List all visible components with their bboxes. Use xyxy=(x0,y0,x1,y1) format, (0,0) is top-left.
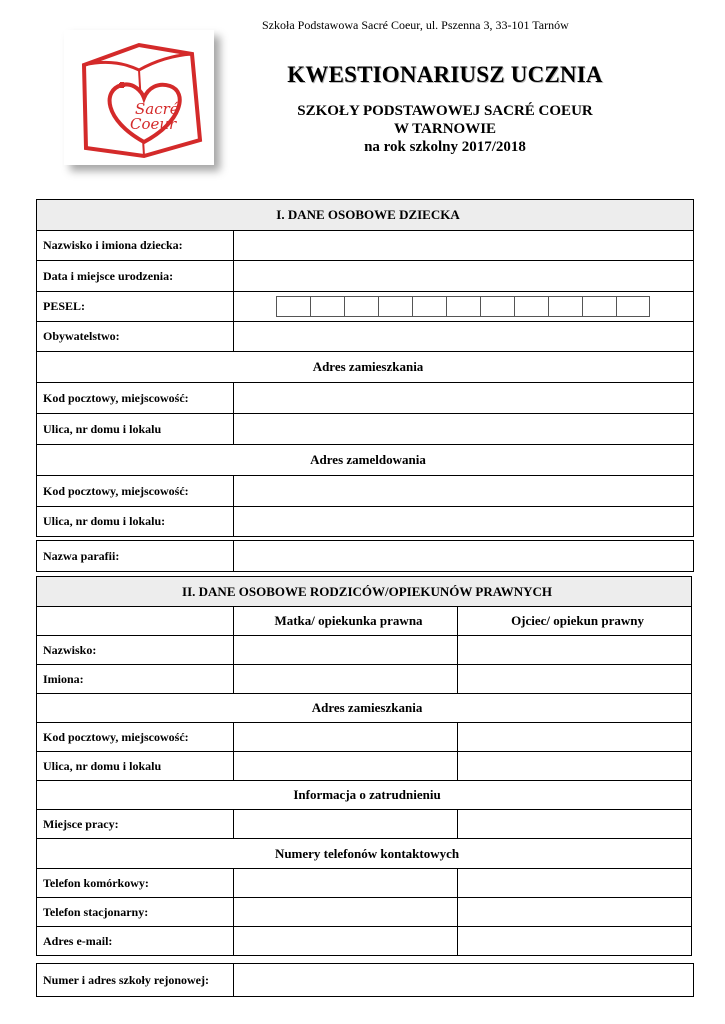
parents-data-table xyxy=(36,576,692,956)
mother-postal-field[interactable] xyxy=(234,723,458,752)
father-column-header: Ojciec/ opiekun prawny xyxy=(458,607,692,636)
father-workplace-field[interactable] xyxy=(458,810,692,839)
father-postal-field[interactable] xyxy=(458,723,692,752)
pesel-digit-box[interactable] xyxy=(582,296,616,317)
residence-postal-field[interactable] xyxy=(234,383,694,414)
school-address: Szkoła Podstawowa Sacré Coeur, ul. Pszenna 3, 33-101 Tarnów xyxy=(262,18,569,32)
district-school-label: Numer i adres szkoły rejonowej: xyxy=(37,964,234,997)
parish-label: Nazwa parafii: xyxy=(37,541,234,572)
child-data-table xyxy=(36,199,694,537)
child-name-label: Nazwisko i imiona dziecka: xyxy=(37,231,234,261)
mother-surname-field[interactable] xyxy=(234,636,458,665)
father-email-field[interactable] xyxy=(458,927,692,956)
mother-column-header: Matka/ opiekunka prawna xyxy=(234,607,458,636)
pesel-digit-box[interactable] xyxy=(412,296,446,317)
mobile-phone-label: Telefon komórkowy: xyxy=(37,869,234,898)
mother-workplace-field[interactable] xyxy=(234,810,458,839)
father-mobile-field[interactable] xyxy=(458,869,692,898)
parents-street-label: Ulica, nr domu i lokalu xyxy=(37,752,234,781)
email-label: Adres e-mail: xyxy=(37,927,234,956)
parish-table xyxy=(36,540,694,572)
mother-names-field[interactable] xyxy=(234,665,458,694)
workplace-label: Miejsce pracy: xyxy=(37,810,234,839)
pesel-digit-box[interactable] xyxy=(344,296,378,317)
pesel-label: PESEL: xyxy=(37,292,234,322)
pesel-digit-box[interactable] xyxy=(446,296,480,317)
father-names-field[interactable] xyxy=(458,665,692,694)
pesel-digit-box[interactable] xyxy=(310,296,344,317)
phones-title: Numery telefonów kontaktowych xyxy=(37,839,692,869)
mother-landline-field[interactable] xyxy=(234,898,458,927)
registered-postal-field[interactable] xyxy=(234,476,694,507)
surname-label: Nazwisko: xyxy=(37,636,234,665)
subtitle-line-1: SZKOŁY PODSTAWOWEJ SACRÉ COEUR xyxy=(297,103,593,119)
landline-phone-label: Telefon stacjonarny: xyxy=(37,898,234,927)
employment-title: Informacja o zatrudnieniu xyxy=(37,781,692,810)
section2-title: II. DANE OSOBOWE RODZICÓW/OPIEKUNÓW PRAWNYCH xyxy=(37,577,692,607)
residence-street-field[interactable] xyxy=(234,414,694,445)
citizenship-label: Obywatelstwo: xyxy=(37,322,234,352)
pesel-field[interactable] xyxy=(234,292,694,322)
mother-mobile-field[interactable] xyxy=(234,869,458,898)
district-school-field[interactable] xyxy=(234,964,694,997)
child-name-field[interactable] xyxy=(234,231,694,261)
subtitle-line-3: na rok szkolny 2017/2018 xyxy=(364,139,526,155)
pesel-digit-box[interactable] xyxy=(514,296,548,317)
mother-street-field[interactable] xyxy=(234,752,458,781)
first-names-label: Imiona: xyxy=(37,665,234,694)
birth-date-place-label: Data i miejsce urodzenia: xyxy=(37,261,234,292)
registered-street-label: Ulica, nr domu i lokalu: xyxy=(37,507,234,537)
parish-field[interactable] xyxy=(234,541,694,572)
mother-email-field[interactable] xyxy=(234,927,458,956)
father-street-field[interactable] xyxy=(458,752,692,781)
residence-address-title: Adres zamieszkania xyxy=(37,352,694,383)
registered-postal-label: Kod pocztowy, miejscowość: xyxy=(37,476,234,507)
parents-address-title: Adres zamieszkania xyxy=(37,694,692,723)
parents-postal-label: Kod pocztowy, miejscowość: xyxy=(37,723,234,752)
father-landline-field[interactable] xyxy=(458,898,692,927)
father-surname-field[interactable] xyxy=(458,636,692,665)
district-school-table xyxy=(36,963,694,997)
book-heart-logo-icon xyxy=(64,30,214,165)
pesel-digit-box[interactable] xyxy=(548,296,582,317)
school-logo xyxy=(64,30,214,165)
column-header-blank xyxy=(37,607,234,636)
pesel-digit-box[interactable] xyxy=(616,296,650,317)
citizenship-field[interactable] xyxy=(234,322,694,352)
pesel-boxes xyxy=(276,296,693,317)
subtitle-line-2: W TARNOWIE xyxy=(393,121,497,137)
pesel-digit-box[interactable] xyxy=(378,296,412,317)
birth-date-place-field[interactable] xyxy=(234,261,694,292)
residence-street-label: Ulica, nr domu i lokalu xyxy=(37,414,234,445)
logo-text-line2: Coeur xyxy=(130,115,177,133)
registered-street-field[interactable] xyxy=(234,507,694,537)
logo-text-line1: Sacré xyxy=(135,100,179,118)
pesel-digit-box[interactable] xyxy=(480,296,514,317)
residence-postal-label: Kod pocztowy, miejscowość: xyxy=(37,383,234,414)
title-block xyxy=(255,62,635,156)
form-title: KWESTIONARIUSZ UCZNIA xyxy=(287,62,603,87)
registered-address-title: Adres zameldowania xyxy=(37,445,694,476)
pesel-digit-box[interactable] xyxy=(276,296,310,317)
section1-title: I. DANE OSOBOWE DZIECKA xyxy=(37,200,694,231)
